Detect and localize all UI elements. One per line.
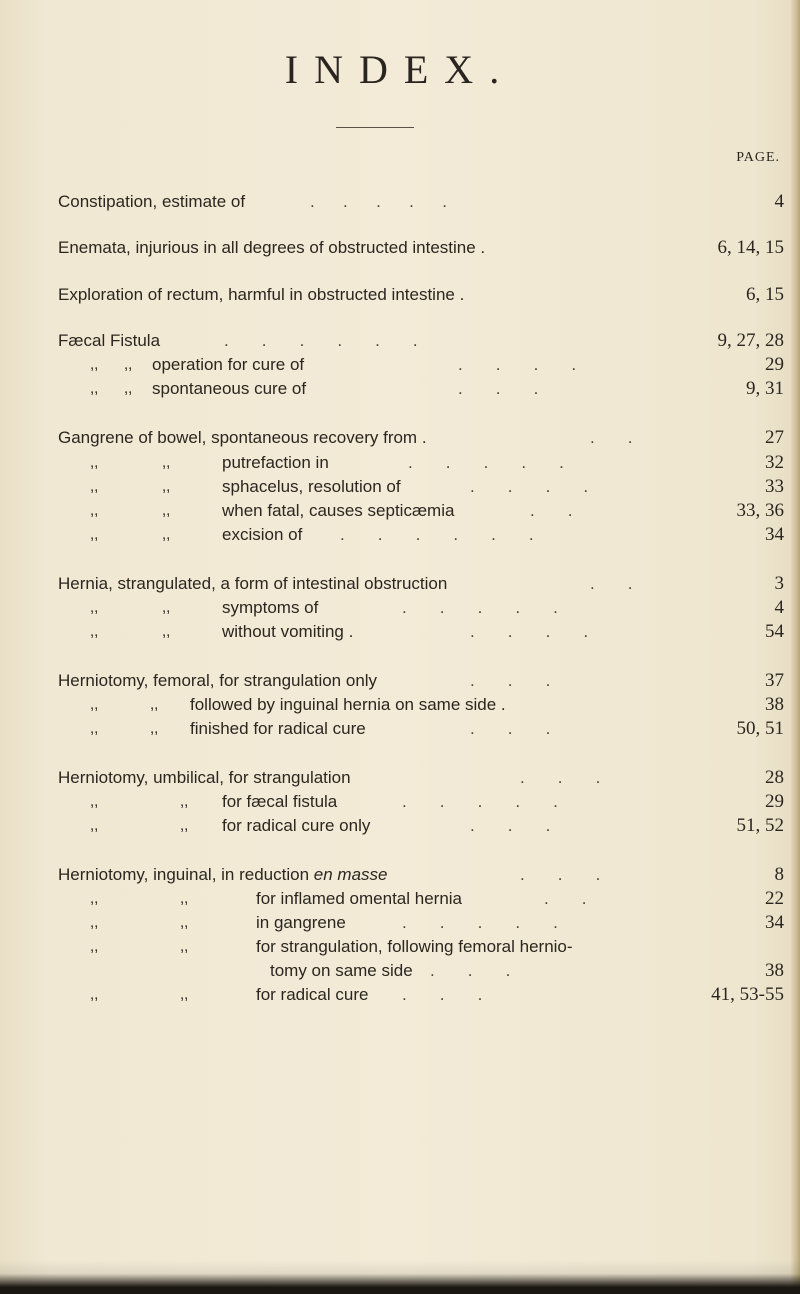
index-entry	[0, 935, 800, 959]
entry-text: followed by inguinal hernia on same side .	[190, 695, 506, 714]
leader-dots: . . . . .	[402, 792, 558, 811]
leader-dots: . . .	[458, 379, 539, 398]
ditto-mark: ,,	[90, 793, 99, 810]
ditto-mark: ,,	[90, 817, 99, 834]
ditto-mark: ,,	[180, 817, 189, 834]
entry-page: 4	[774, 597, 784, 618]
leader-dots: . . . . . .	[224, 331, 418, 350]
index-entry	[0, 911, 800, 935]
ditto-mark: ,,	[180, 986, 189, 1003]
entry-page: 54	[765, 621, 784, 642]
entry-page: 33	[765, 476, 784, 497]
ditto-mark: ,,	[90, 938, 99, 955]
entry-text: symptoms of	[222, 598, 319, 617]
leader-dots: . .	[590, 428, 633, 447]
ditto-mark: ,,	[180, 914, 189, 931]
entry-page: 22	[765, 888, 784, 909]
index-entry	[0, 329, 800, 353]
leader-dots: . . . .	[458, 355, 577, 374]
entry-text: for radical cure	[256, 985, 369, 1004]
title-rule	[336, 127, 414, 128]
ditto-mark: ,,	[180, 793, 189, 810]
index-entry	[0, 523, 800, 547]
index-entry	[0, 766, 800, 790]
leader-dots: . . .	[470, 719, 551, 738]
entry-text: Constipation, estimate of	[58, 192, 246, 211]
entry-text: sphacelus, resolution of	[222, 477, 401, 496]
entry-page: 28	[765, 767, 784, 788]
leader-dots: . . .	[470, 671, 551, 690]
entry-page: 34	[765, 912, 784, 933]
entry-page: 32	[765, 452, 784, 473]
ditto-mark: ,,	[150, 696, 159, 713]
leader-dots: . . .	[470, 816, 551, 835]
entry-page: 9, 27, 28	[717, 330, 784, 351]
ditto-mark: ,,	[180, 890, 189, 907]
ditto-mark: ,,	[90, 914, 99, 931]
ditto-mark: ,,	[162, 478, 171, 495]
entry-text: for fæcal fistula	[222, 792, 338, 811]
index-entry	[0, 475, 800, 499]
ditto-mark: ,,	[162, 526, 171, 543]
leader-dots: . . . . . .	[340, 525, 534, 544]
ditto-mark: ,,	[90, 502, 99, 519]
page-column-header: PAGE.	[736, 150, 780, 165]
index-entry	[0, 887, 800, 911]
index-entry	[0, 959, 800, 983]
index-entry	[0, 814, 800, 838]
entry-text: excision of	[222, 525, 303, 544]
page-edge	[790, 0, 800, 1294]
entry-text: spontaneous cure of	[152, 379, 307, 398]
leader-dots: . . . .	[470, 477, 589, 496]
entry-page: 29	[765, 354, 784, 375]
ditto-mark: ,,	[90, 454, 99, 471]
entry-text: for radical cure only	[222, 816, 371, 835]
entry-text: Gangrene of bowel, spontaneous recovery from .	[58, 428, 427, 447]
entry-page: 38	[765, 960, 784, 981]
leader-dots: . .	[544, 889, 587, 908]
entry-page: 51, 52	[736, 815, 784, 836]
entry-page: 9, 31	[746, 378, 784, 399]
entry-text-continuation: tomy on same side	[270, 961, 413, 980]
entry-text: in gangrene	[256, 913, 346, 932]
ditto-mark: ,,	[162, 454, 171, 471]
index-entry	[0, 426, 800, 450]
ditto-mark: ,,	[90, 526, 99, 543]
ditto-mark: ,,	[90, 720, 99, 737]
index-title: INDEX.	[284, 47, 516, 92]
leader-dots: . . .	[402, 985, 483, 1004]
entry-page: 4	[774, 191, 784, 212]
index-entry	[0, 790, 800, 814]
page-bottom-shadow	[0, 1260, 800, 1294]
entry-text	[58, 863, 387, 887]
ditto-mark: ,,	[162, 599, 171, 616]
ditto-mark: ,,	[90, 380, 99, 397]
entry-text: Fæcal Fistula	[58, 331, 161, 350]
ditto-mark: ,,	[150, 720, 159, 737]
index-entry	[0, 863, 800, 887]
index-entry	[0, 596, 800, 620]
entry-page: 50, 51	[736, 718, 784, 739]
leader-dots: . . .	[520, 865, 601, 884]
index-entry	[0, 693, 800, 717]
leader-dots: . . . . .	[402, 913, 558, 932]
ditto-mark: ,,	[90, 986, 99, 1003]
index-entry	[0, 353, 800, 377]
ditto-mark: ,,	[124, 356, 133, 373]
index-entry	[0, 572, 800, 596]
index-entry	[0, 717, 800, 741]
index-entry	[0, 983, 800, 1007]
entry-text: operation for cure of	[152, 355, 305, 374]
index-entry	[0, 236, 800, 260]
entry-text: for inflamed omental hernia	[256, 889, 463, 908]
entry-text: Hernia, strangulated, a form of intestinal obstruction	[58, 574, 448, 593]
ditto-mark: ,,	[90, 890, 99, 907]
entry-text: Herniotomy, femoral, for strangulation only	[58, 671, 378, 690]
leader-dots: . .	[530, 501, 573, 520]
ditto-mark: ,,	[90, 478, 99, 495]
index-entry	[0, 620, 800, 644]
leader-dots: . . . .	[470, 622, 589, 641]
entry-text: putrefaction in	[222, 453, 329, 472]
entry-page: 33, 36	[736, 500, 784, 521]
leader-dots: . . . . .	[402, 598, 558, 617]
leader-dots: . .	[590, 574, 633, 593]
entry-text: Herniotomy, umbilical, for strangulation	[58, 768, 351, 787]
index-entry	[0, 669, 800, 693]
ditto-mark: ,,	[90, 623, 99, 640]
entry-text: without vomiting .	[222, 622, 354, 641]
index-entry	[0, 377, 800, 401]
ditto-mark: ,,	[90, 599, 99, 616]
leader-dots: . . . . .	[408, 453, 564, 472]
entry-text-italic: en masse	[313, 865, 388, 884]
leader-dots: . . .	[520, 768, 601, 787]
entry-text: Exploration of rectum, harmful in obstructed intestine .	[58, 285, 465, 304]
index-entry	[0, 499, 800, 523]
entry-page: 38	[765, 694, 784, 715]
entry-text: for strangulation, following femoral hernio-	[256, 937, 573, 956]
leader-dots: . . . . .	[310, 192, 447, 211]
index-entry	[0, 451, 800, 475]
ditto-mark: ,,	[162, 623, 171, 640]
ditto-mark: ,,	[90, 356, 99, 373]
entry-page: 29	[765, 791, 784, 812]
entry-text: finished for radical cure	[190, 719, 366, 738]
entry-text: when fatal, causes septicæmia	[222, 501, 455, 520]
entry-page: 41, 53-55	[711, 984, 784, 1005]
index-entry	[0, 190, 800, 214]
entry-page: 27	[765, 427, 784, 448]
entry-page: 3	[774, 573, 784, 594]
ditto-mark: ,,	[162, 502, 171, 519]
entry-text-main: Herniotomy, inguinal, in reduction	[58, 865, 310, 884]
leader-dots: . . .	[430, 961, 511, 980]
ditto-mark: ,,	[180, 938, 189, 955]
entry-page: 34	[765, 524, 784, 545]
entry-page: 8	[774, 864, 784, 885]
ditto-mark: ,,	[90, 696, 99, 713]
entry-page: 37	[765, 670, 784, 691]
entry-page: 6, 14, 15	[717, 237, 784, 258]
index-entry	[0, 283, 800, 307]
ditto-mark: ,,	[124, 380, 133, 397]
entry-page: 6, 15	[746, 284, 784, 305]
entry-text: Enemata, injurious in all degrees of obstructed intestine .	[58, 238, 486, 257]
